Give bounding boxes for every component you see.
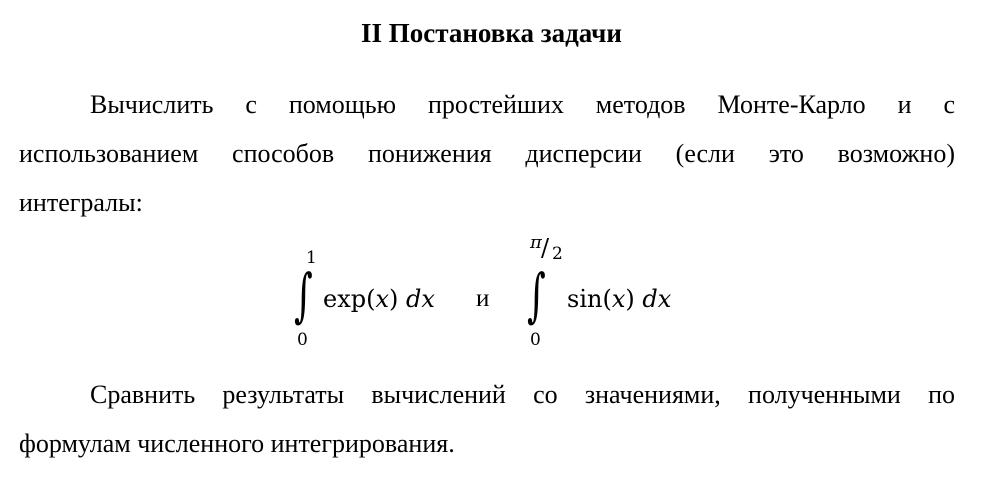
task-paragraph — [19, 89, 955, 236]
integral-1-lower-limit: 0 — [297, 330, 308, 350]
integral-1-differential: dx — [406, 285, 435, 313]
integral-1-sign: ∫ — [294, 261, 313, 329]
integral-2-sign: ∫ — [527, 261, 546, 329]
integral-2-function: sin( — [567, 285, 612, 313]
integral-2-lower-limit: 0 — [530, 330, 541, 350]
paragraph-line-1: Вычислить с помощью простейших методов Монте-Карло и с — [90, 90, 955, 119]
integrals-formula — [0, 232, 983, 352]
fraction-slash: / — [541, 234, 550, 262]
integral-2-differential: dx — [642, 285, 672, 313]
integral-1-close-paren: ) — [389, 285, 399, 313]
conjunction-and: и — [476, 285, 490, 312]
section-heading: II Постановка задачи — [361, 18, 622, 48]
integral-2-integrand — [567, 284, 671, 314]
paragraph-line-3: интегралы: — [19, 188, 143, 217]
comparison-paragraph — [19, 379, 955, 477]
integral-1-upper-limit: 1 — [306, 248, 317, 268]
comparison-line-1: Сравнить результаты вычислений со значениями, полученными по — [90, 380, 955, 409]
paragraph-line-2: использованием способов понижения дисперсии (если это возможно) — [19, 139, 955, 168]
integral-1-function: exp( — [323, 285, 376, 313]
comparison-line-2: формулам численного интегрирования. — [19, 429, 455, 458]
integral-2-variable: x — [611, 285, 626, 313]
integral-1-variable: x — [375, 285, 390, 313]
fraction-denominator: 2 — [552, 244, 563, 264]
integral-2-close-paren: ) — [625, 285, 635, 313]
pi-symbol: π — [530, 232, 542, 253]
integral-1-integrand — [323, 284, 435, 314]
